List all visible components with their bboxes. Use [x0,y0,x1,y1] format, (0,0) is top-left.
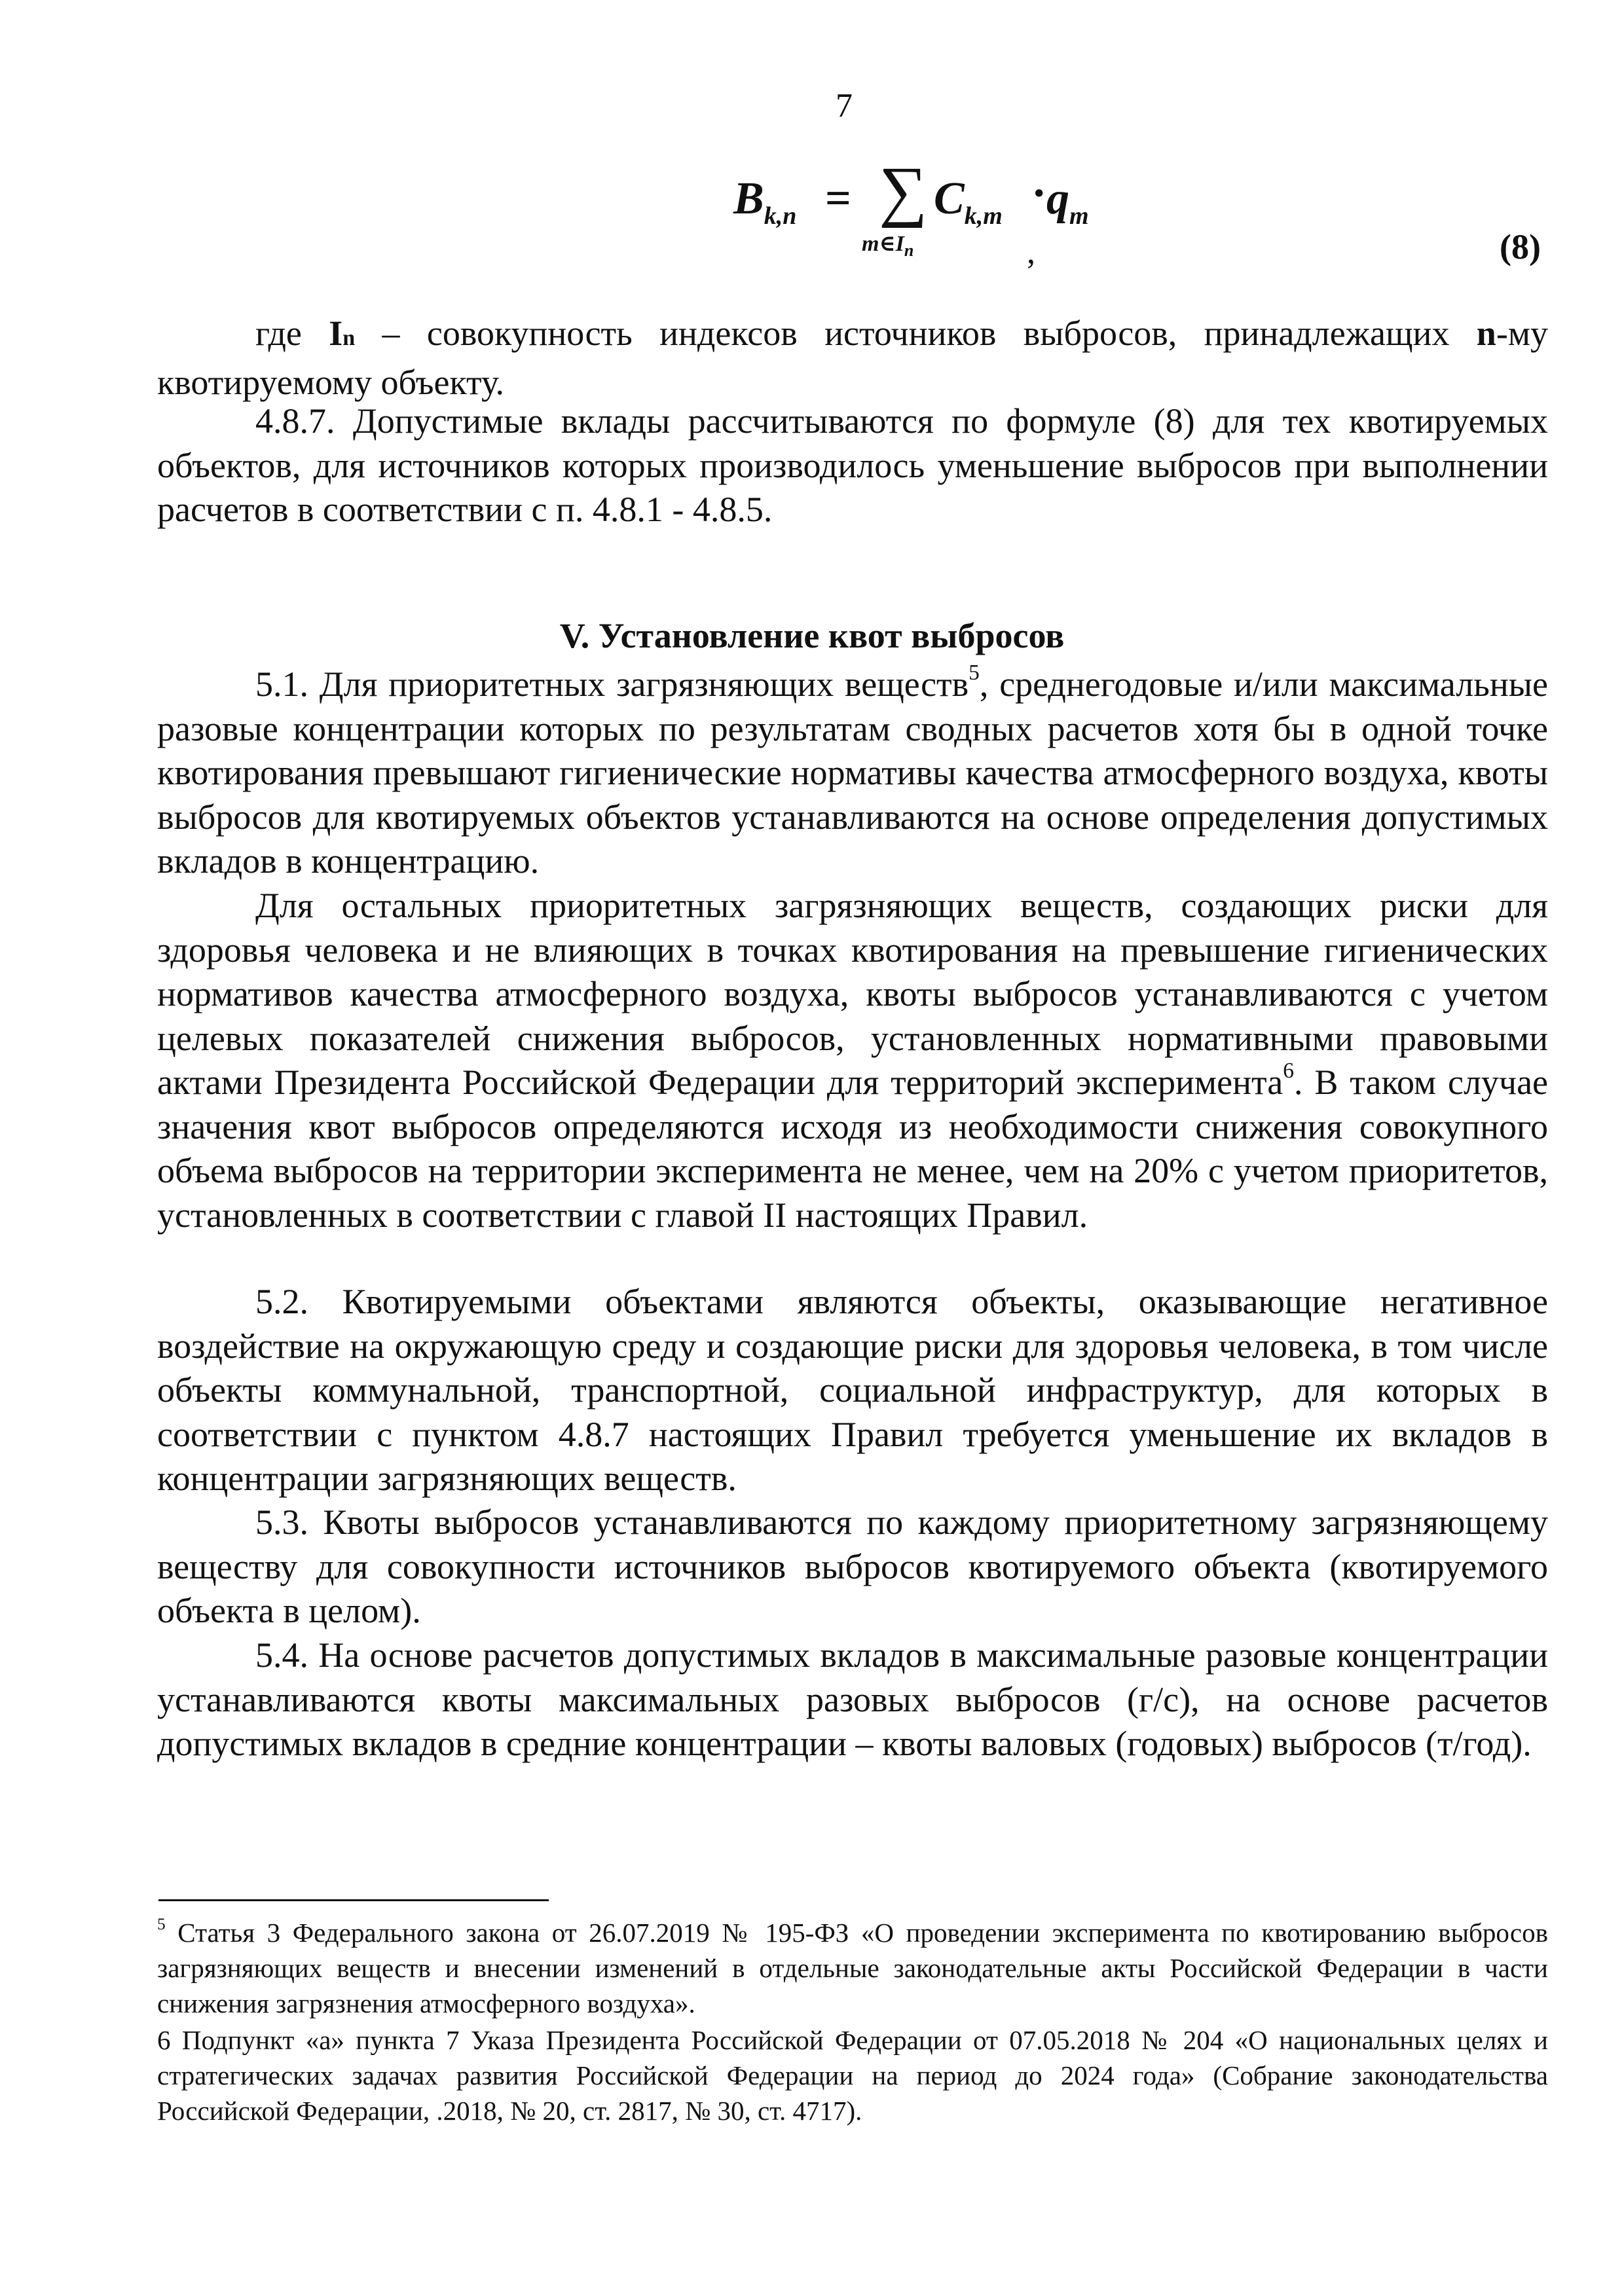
footnote-ref-5: 5 [969,660,980,685]
formula-factor: $q_m$ [1046,173,1089,230]
paragraph-other-substances: Для остальных приоритетных загрязняющих веществ, создающих риски для здоровья человека и не влияющих в точках квотирования на превышение гигиенических нормативов качества атмосферного воздуха, квоты выбросов устанавливаются с учетом целевых показателей снижения выбросов, установленных нормативными правовыми актами Президента Российской Федерации для территорий эксперимента$^6$. В таком случае значения квот выбросов определяются исходя из необходимости снижения совокупного объема выбросов на территории эксперимента не менее, чем на 20% с учетом приоритетов, установленных в соответствии с главой II настоящих Правил. [157,886,1549,1235]
paragraph-4-8-7: 4.8.7. Допустимые вклады рассчитываются по формуле (8) для тех квотируемых объектов, для источников которых производилось уменьшение выбросов при выполнении расчетов в соответствии с п. 4.8.1 - 4.8.5. [157,401,1548,529]
formula-8 [733,148,1100,266]
formula-operator: · [1031,168,1047,219]
paragraph-5-3: 5.3. Квоты выбросов устанавливаются по каждому приоритетному загрязняющему веществу для совокупности источников выбросов квотируемого объекта (квотируемого объекта в целом). [157,1503,1548,1630]
paragraph-5-1: 5.1. Для приоритетных загрязняющих веществ$^5$, среднегодовые и/или максимальные разовые концентрации которых по результатам сводных расчетов хотя бы в одной точке квотирования превышают гигиенические нормативы качества атмосферного воздуха, квоты выбросов для квотируемых объектов устанавливаются на основе определения допустимых вкладов в концентрацию. [157,660,1548,881]
paragraph-where: где In – совокупность индексов источников выбросов, принадлежащих n-му квотируемому объекту. [157,314,1548,402]
footnote-5: $^5$ Статья 3 Федерального закона от 26.07.2019 № 195-ФЗ «О проведении эксперимента по квотированию выбросов загрязняющих веществ и внесении изменений в отдельные законодательные акты Российской Федерации в части снижения загрязнения атмосферного воздуха». [157,1914,1548,2018]
paragraph-5-2: 5.2. Квотируемыми объектами являются объекты, оказывающие негативное воздействие на окружающую среду и создающие риски для здоровья человека, в том числе объекты коммунальной, транспортной, социальной инфраструктур, для которых в соответствии с пунктом 4.8.7 настоящих Правил требуется уменьшение их вкладов в концентрации загрязняющих веществ. [157,1282,1548,1498]
formula-comma: , [1027,234,1035,271]
page-number: 7 [836,87,853,124]
sum-limit: $m\in I_n$ [862,232,914,260]
formula-term: $C_{k,m}$ [934,173,1003,230]
sum-symbol: ∑ [879,153,928,228]
formula-lhs: $B_{k,n}$ [733,173,797,230]
footnote-ref-6: 6 [1283,1058,1294,1083]
formula-equals: = [825,173,851,224]
equation-number: (8) [1500,227,1541,266]
paragraph-5-4: 5.4. На основе расчетов допустимых вкладов в максимальные разовые концентрации устанавливаются квоты максимальных разовых выбросов (г/с), на основе расчетов допустимых вкладов в средние концентрации – квоты валовых (годовых) выбросов (т/год). [157,1635,1548,1763]
footnote-divider [158,1899,549,1901]
section-heading: V. Установление квот выбросов [559,616,1065,655]
footnote-6: 6 Подпункт «а» пункта 7 Указа Президента Российской Федерации от 07.05.2018 № 204 «О национальных целях и стратегических задачах развития Российской Федерации на период до 2024 года» (Собрание законодательства Российской Федерации, .2018, № 20, ст. 2817, № 30, ст. 4717). [157,2025,1548,2126]
